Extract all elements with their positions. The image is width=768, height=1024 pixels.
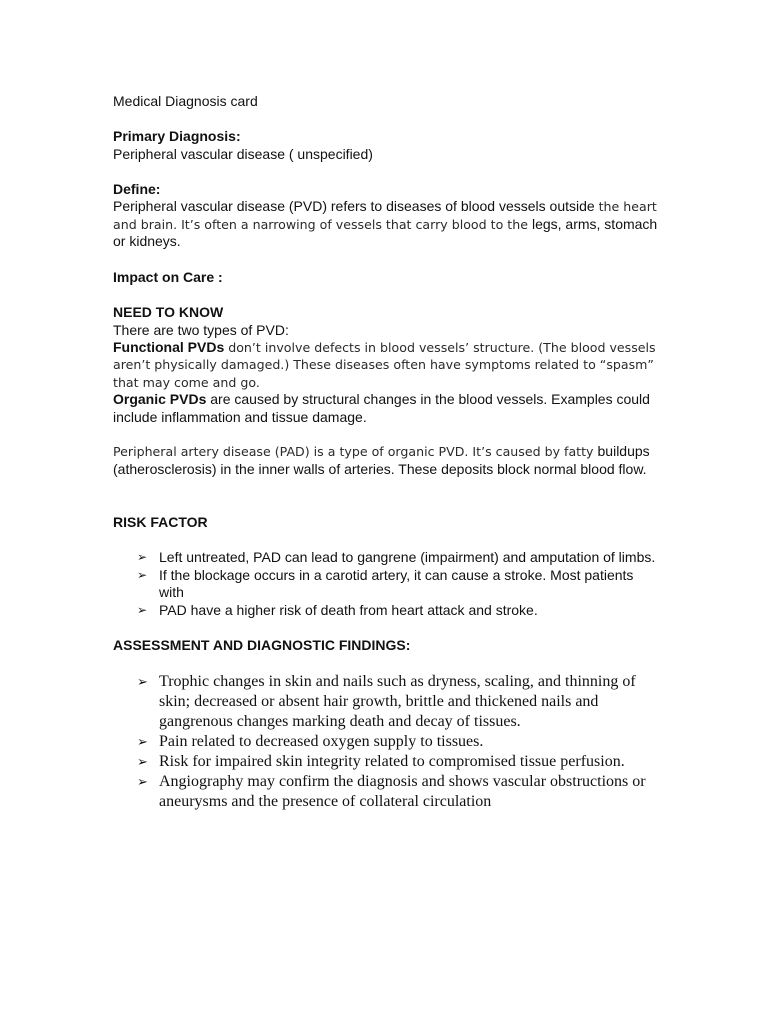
define-text-part1: Peripheral vascular disease (PVD) refers to diseases of blood vessels outside — [113, 198, 599, 214]
pad-text-part1: Peripheral artery disease (PAD) is a type of organic PVD. It’s caused by fatty — [113, 444, 598, 459]
assessment-list — [113, 672, 658, 812]
list-item: ➢ Angiography may confirm the diagnosis and shows vascular obstructions or aneurysms and the presence of collateral circulation — [137, 773, 646, 810]
primary-diagnosis-value: Peripheral vascular disease ( unspecified) — [113, 146, 373, 162]
list-item: ➢ Trophic changes in skin and nails such as dryness, scaling, and thinning of skin; decreased or absent hair growth, brittle and thickened nails and gangrenous changes marking death and decay of tissues. — [137, 673, 636, 730]
functional-pvd-description: don’t involve defects in blood vessels’ structure. (The blood vessels aren’t physically damaged.) These diseases often have symptoms related to “spasm” that may come and go. — [113, 339, 656, 390]
arrow-bullet-icon: ➢ — [137, 735, 148, 750]
primary-diagnosis-label: Primary Diagnosis: — [113, 128, 241, 144]
list-item: ➢ PAD have a higher risk of death from heart attack and stroke. — [137, 601, 538, 618]
define-text-part3: legs, arms, stomach or kidneys. — [113, 215, 658, 249]
arrow-bullet-icon: ➢ — [137, 755, 148, 770]
risk-factor-list — [113, 549, 658, 619]
define-text-part2: the heart and brain. It’s often a narrowing of vessels that carry blood to the — [113, 199, 657, 232]
arrow-bullet-icon: ➢ — [137, 602, 148, 617]
pad-paragraph — [113, 443, 658, 478]
list-item: ➢ Pain related to decreased oxygen supply to tissues. — [113, 732, 658, 752]
risk-factor-heading: RISK FACTOR — [113, 514, 208, 530]
card-title: Medical Diagnosis card — [113, 93, 258, 109]
organic-pvd-label: Organic PVDs — [113, 391, 207, 407]
list-item: ➢ If the blockage occurs in a carotid artery, it can cause a stroke. Most patients with — [137, 566, 634, 600]
arrow-bullet-icon: ➢ — [137, 775, 148, 790]
arrow-bullet-icon: ➢ — [137, 567, 148, 582]
functional-pvd-text — [113, 339, 658, 392]
list-item: ➢ Left untreated, PAD can lead to gangrene (impairment) and amputation of limbs. — [137, 549, 656, 565]
organic-pvd-description: are caused by structural changes in the blood vessels. Examples could include inflammation and tissue damage. — [113, 391, 650, 425]
pad-text-part2: buildups (atherosclerosis) in the inner walls of arteries. These deposits block normal blood flow. — [113, 443, 650, 477]
types-intro: There are two types of PVD: — [113, 321, 289, 338]
define-label: Define: — [113, 181, 161, 197]
arrow-bullet-icon: ➢ — [137, 675, 148, 690]
assessment-heading: ASSESSMENT AND DIAGNOSTIC FINDINGS: — [113, 637, 411, 653]
impact-on-care-label: Impact on Care : — [113, 268, 223, 285]
define-text — [113, 198, 658, 251]
organic-pvd-text — [113, 391, 658, 426]
functional-pvd-label: Functional PVDs — [113, 338, 225, 355]
list-item: ➢ Risk for impaired skin integrity related to compromised tissue perfusion. — [113, 752, 658, 772]
arrow-bullet-icon: ➢ — [137, 550, 148, 564]
diagnosis-card — [113, 92, 658, 812]
need-to-know-label: NEED TO KNOW — [113, 303, 224, 320]
